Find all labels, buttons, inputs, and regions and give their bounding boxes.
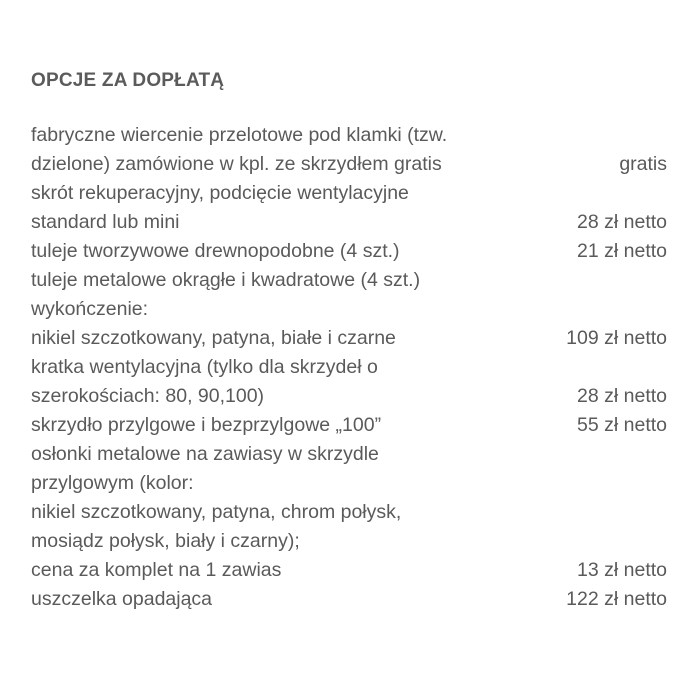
option-description-line: skrzydło przylgowe i bezprzylgowe „100” — [31, 414, 382, 436]
option-price: 21 zł netto — [577, 240, 667, 262]
option-description — [31, 585, 531, 614]
option-description-line: kratka wentylacyjna (tylko dla skrzydeł o — [31, 356, 378, 378]
option-description — [31, 440, 531, 585]
option-description — [31, 237, 531, 266]
option-description — [31, 179, 531, 237]
option-row — [31, 179, 667, 237]
option-row — [31, 266, 667, 353]
option-description-line: nikiel szczotkowany, patyna, chrom połysk, — [31, 501, 402, 523]
option-description — [31, 266, 531, 353]
option-description-line: skrót rekuperacyjny, podcięcie wentylacyjne — [31, 182, 409, 204]
option-description-line: szerokościach: 80, 90,100) — [31, 385, 265, 407]
option-description-line: wykończenie: — [31, 298, 149, 320]
option-description-line: fabryczne wiercenie przelotowe pod klamki (tzw. — [31, 124, 448, 146]
option-row — [31, 353, 667, 411]
option-row — [31, 121, 667, 179]
option-description-line: osłonki metalowe na zawiasy w skrzydle — [31, 443, 379, 465]
option-description-line: nikiel szczotkowany, patyna, białe i czarne — [31, 327, 396, 349]
option-description-line: uszczelka opadająca — [31, 588, 213, 610]
options-list — [31, 121, 667, 614]
option-description-line: tuleje metalowe okrągłe i kwadratowe (4 szt.) — [31, 269, 421, 291]
option-description-line: przylgowym (kolor: — [31, 472, 194, 494]
option-description-line: standard lub mini — [31, 211, 180, 233]
option-description — [31, 411, 531, 440]
option-description — [31, 121, 531, 179]
option-price: 109 zł netto — [566, 327, 667, 349]
option-description-line: mosiądz połysk, biały i czarny); — [31, 530, 300, 552]
option-description-line: tuleje tworzywowe drewnopodobne (4 szt.) — [31, 240, 400, 262]
option-description — [31, 353, 531, 411]
option-price: 13 zł netto — [577, 559, 667, 581]
option-description-line: dzielone) zamówione w kpl. ze skrzydłem gratis — [31, 153, 442, 175]
option-price: 122 zł netto — [566, 588, 667, 610]
option-description-line: cena za komplet na 1 zawias — [31, 559, 282, 581]
option-row — [31, 411, 667, 440]
option-row — [31, 237, 667, 266]
section-title: OPCJE ZA DOPŁATĄ — [31, 70, 225, 91]
option-price: 28 zł netto — [577, 211, 667, 233]
option-price: gratis — [619, 153, 667, 175]
option-price: 28 zł netto — [577, 385, 667, 407]
option-row — [31, 440, 667, 585]
option-row — [31, 585, 667, 614]
option-price: 55 zł netto — [577, 414, 667, 436]
